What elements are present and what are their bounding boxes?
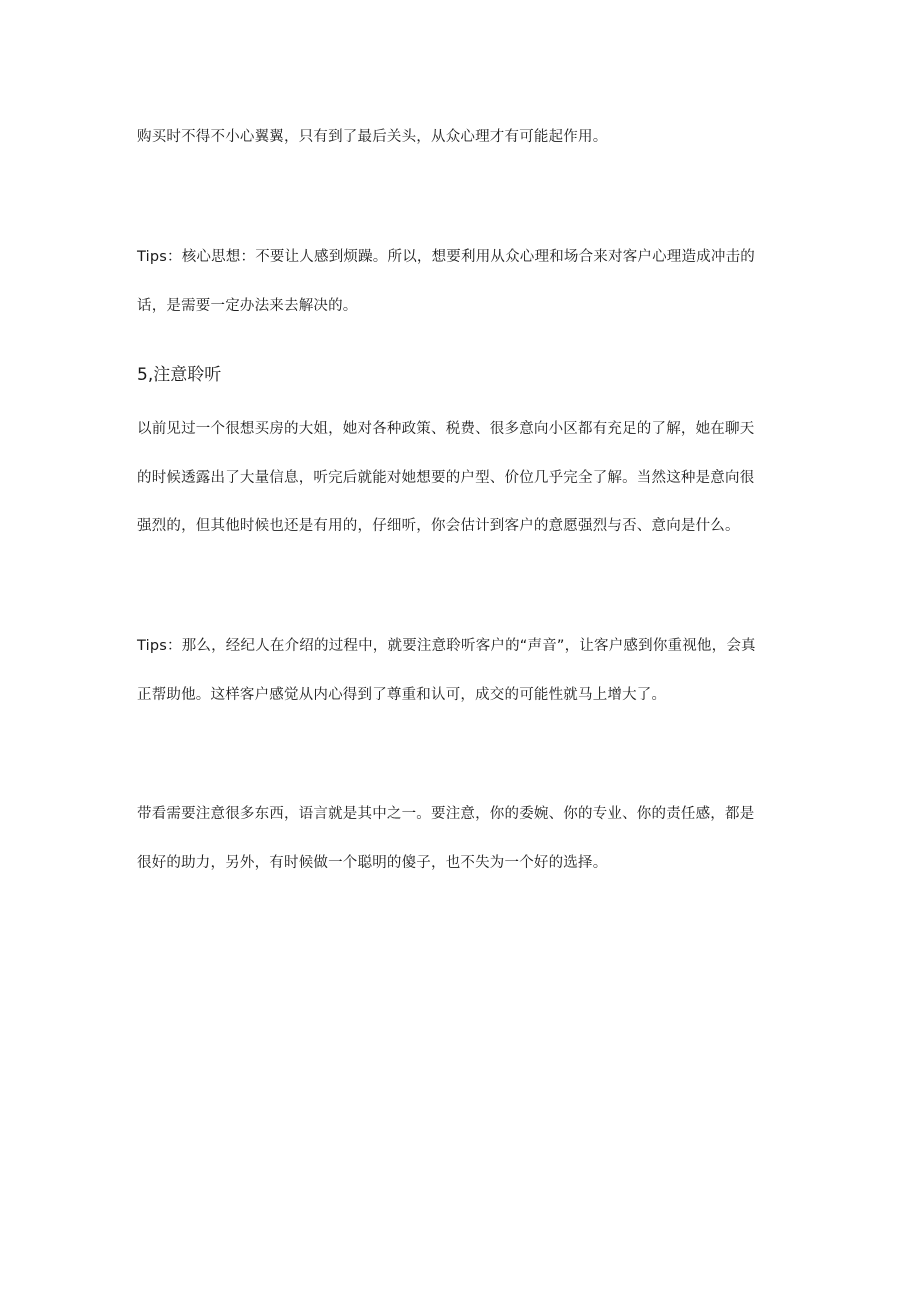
paragraph-line: 强烈的，但其他时候也还是有用的，仔细听，你会估计到客户的意愿强烈与否、意向是什么。	[137, 518, 740, 534]
paragraph-line: 带看需要注意很多东西，语言就是其中之一。要注意，你的委婉、你的专业、你的责任感，都是	[137, 806, 755, 822]
tip-line: 正帮助他。这样客户感觉从内心得到了尊重和认可，成交的可能性就马上增大了。	[137, 687, 667, 703]
paragraph-line: 的时候透露出了大量信息，听完后就能对她想要的户型、价位几乎完全了解。当然这种是意向很	[137, 470, 755, 486]
paragraph-line: 很好的助力，另外，有时候做一个聪明的傻子，也不失为一个好的选择。	[137, 855, 608, 871]
paragraph-line: 购买时不得不小心翼翼，只有到了最后关头，从众心理才有可能起作用。	[137, 129, 608, 145]
section-heading: 5,注意聆听	[137, 365, 222, 385]
paragraph-line: 以前见过一个很想买房的大姐，她对各种政策、税费、很多意向小区都有充足的了解，她在聊天	[137, 421, 755, 437]
tip-line: 话，是需要一定办法来去解决的。	[137, 298, 358, 314]
tip-line: Tips：核心思想：不要让人感到烦躁。所以，想要利用从众心理和场合来对客户心理造成冲击的	[137, 249, 755, 265]
tip-line: Tips：那么，经纪人在介绍的过程中，就要注意聆听客户的“声音”，让客户感到你重视他，会真	[137, 638, 756, 654]
